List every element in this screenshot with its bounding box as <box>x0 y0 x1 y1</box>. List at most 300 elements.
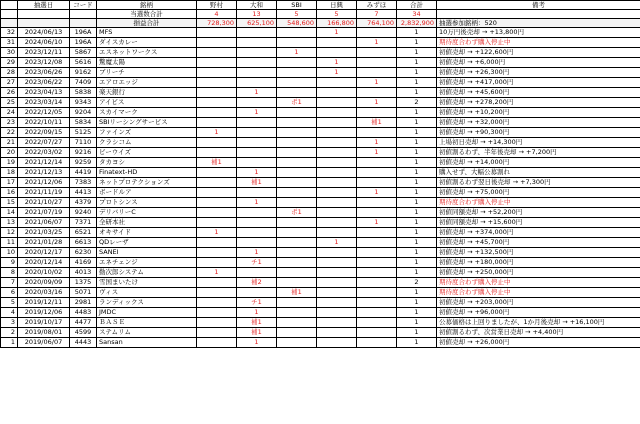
row-number-cell[interactable]: 16 <box>1 188 18 198</box>
daiwa-cell[interactable] <box>237 128 277 138</box>
nikko-cell[interactable] <box>317 318 357 328</box>
code-cell[interactable]: 4013 <box>70 268 97 278</box>
empty-cell[interactable] <box>1 19 18 28</box>
nomura-cell[interactable] <box>197 308 237 318</box>
code-cell[interactable]: 6521 <box>70 228 97 238</box>
daiwa-cell[interactable] <box>237 98 277 108</box>
mizuho-cell[interactable] <box>357 208 397 218</box>
mizuho-cell[interactable] <box>357 258 397 268</box>
daiwa-cell[interactable]: 1 <box>237 338 277 348</box>
stock-name-cell[interactable]: ブリーチ <box>97 68 197 78</box>
nikko-cell[interactable] <box>317 128 357 138</box>
daiwa-cell[interactable] <box>237 288 277 298</box>
total-cell[interactable]: 1 <box>397 158 437 168</box>
daiwa-cell[interactable] <box>237 148 277 158</box>
nomura-cell[interactable] <box>197 118 237 128</box>
code-cell[interactable]: 9259 <box>70 158 97 168</box>
date-cell[interactable]: 2020/12/17 <box>18 248 70 258</box>
nomura-cell[interactable] <box>197 338 237 348</box>
code-cell[interactable]: 196A <box>70 38 97 48</box>
total-cell[interactable]: 1 <box>397 328 437 338</box>
nomura-cell[interactable] <box>197 238 237 248</box>
daiwa-cell[interactable] <box>237 238 277 248</box>
mizuho-cell[interactable] <box>357 88 397 98</box>
nikko-cell[interactable] <box>317 98 357 108</box>
stock-name-cell[interactable]: Finatext-HD <box>97 168 197 178</box>
profit-total-nikko[interactable]: 166,800 <box>317 19 357 28</box>
nomura-cell[interactable] <box>197 68 237 78</box>
note-cell[interactable]: 初値売却 → +26,000円 <box>437 338 640 348</box>
total-cell[interactable]: 2 <box>397 278 437 288</box>
date-cell[interactable]: 2019/06/07 <box>18 338 70 348</box>
stock-name-cell[interactable]: 楽天銀行 <box>97 88 197 98</box>
mizuho-cell[interactable] <box>357 28 397 38</box>
sbi-cell[interactable]: 1 <box>277 48 317 58</box>
sbi-cell[interactable] <box>277 278 317 288</box>
code-cell[interactable]: 196A <box>70 28 97 38</box>
nikko-cell[interactable] <box>317 298 357 308</box>
note-cell[interactable]: 初値売却 → +90,300円 <box>437 128 640 138</box>
nikko-cell[interactable]: 1 <box>317 28 357 38</box>
total-cell[interactable]: 1 <box>397 228 437 238</box>
nikko-cell[interactable] <box>317 248 357 258</box>
total-cell[interactable]: 1 <box>397 198 437 208</box>
nikko-cell[interactable] <box>317 258 357 268</box>
nomura-cell[interactable] <box>197 28 237 38</box>
note-cell[interactable]: 初値割るわず、次営業日売却 → +4,400円 <box>437 328 640 338</box>
total-cell[interactable]: 1 <box>397 218 437 228</box>
date-cell[interactable]: 2021/12/14 <box>18 158 70 168</box>
mizuho-cell[interactable] <box>357 108 397 118</box>
total-cell[interactable]: 1 <box>397 168 437 178</box>
mizuho-cell[interactable]: 1 <box>357 138 397 148</box>
nomura-cell[interactable]: 1 <box>197 268 237 278</box>
stock-name-cell[interactable]: ステムリム <box>97 328 197 338</box>
nomura-cell[interactable] <box>197 178 237 188</box>
code-cell[interactable]: 2981 <box>70 298 97 308</box>
win-count-sbi[interactable]: 5 <box>277 10 317 19</box>
code-cell[interactable]: 9216 <box>70 148 97 158</box>
row-number-cell[interactable]: 12 <box>1 228 18 238</box>
nomura-cell[interactable] <box>197 188 237 198</box>
mizuho-cell[interactable]: 1 <box>357 98 397 108</box>
stock-name-cell[interactable]: エスネットワークス <box>97 48 197 58</box>
nomura-cell[interactable] <box>197 98 237 108</box>
daiwa-cell[interactable]: 補1 <box>237 328 277 338</box>
header-cell-mizuho[interactable]: みずほ <box>357 1 397 10</box>
daiwa-cell[interactable]: 1 <box>237 88 277 98</box>
code-cell[interactable]: 4419 <box>70 168 97 178</box>
note-cell[interactable]: 公募価格は上回りましたが、1か月後売却 → +16,100円 <box>437 318 640 328</box>
date-cell[interactable]: 2021/12/13 <box>18 168 70 178</box>
total-cell[interactable]: 1 <box>397 78 437 88</box>
stock-name-cell[interactable]: デリバリーC <box>97 208 197 218</box>
daiwa-cell[interactable]: 1 <box>237 248 277 258</box>
nomura-cell[interactable] <box>197 298 237 308</box>
header-cell-sbi[interactable]: SBI <box>277 1 317 10</box>
daiwa-cell[interactable] <box>237 48 277 58</box>
nikko-cell[interactable] <box>317 148 357 158</box>
row-number-cell[interactable]: 3 <box>1 318 18 328</box>
mizuho-cell[interactable]: 1 <box>357 188 397 198</box>
row-number-cell[interactable]: 23 <box>1 118 18 128</box>
sbi-cell[interactable] <box>277 158 317 168</box>
mizuho-cell[interactable] <box>357 298 397 308</box>
sbi-cell[interactable] <box>277 328 317 338</box>
note-cell[interactable]: 初値売却 → +75,000円 <box>437 188 640 198</box>
code-cell[interactable]: 4169 <box>70 258 97 268</box>
note-cell[interactable]: 購入せず、大幅公募割れ <box>437 168 640 178</box>
header-cell-note[interactable]: 備考 <box>437 1 640 10</box>
row-number-cell[interactable]: 13 <box>1 218 18 228</box>
note-cell[interactable]: 初値売却 → +180,000円 <box>437 258 640 268</box>
win-count-nikko[interactable]: 5 <box>317 10 357 19</box>
nomura-cell[interactable] <box>197 168 237 178</box>
row-number-cell[interactable]: 32 <box>1 28 18 38</box>
stock-name-cell[interactable]: ビーウイズ <box>97 148 197 158</box>
sbi-cell[interactable] <box>277 198 317 208</box>
mizuho-cell[interactable] <box>357 178 397 188</box>
date-cell[interactable]: 2023/04/13 <box>18 88 70 98</box>
nikko-cell[interactable] <box>317 78 357 88</box>
mizuho-cell[interactable] <box>357 158 397 168</box>
date-cell[interactable]: 2020/03/16 <box>18 288 70 298</box>
sbi-cell[interactable] <box>277 228 317 238</box>
sbi-cell[interactable] <box>277 128 317 138</box>
daiwa-cell[interactable] <box>237 228 277 238</box>
stock-name-cell[interactable]: SANEI <box>97 248 197 258</box>
sbi-cell[interactable]: ポ1 <box>277 208 317 218</box>
row-number-cell[interactable]: 26 <box>1 88 18 98</box>
mizuho-cell[interactable]: 1 <box>357 38 397 48</box>
total-cell[interactable]: 2 <box>397 98 437 108</box>
empty-cell[interactable] <box>70 19 97 28</box>
note-cell[interactable]: 初値売却 → +32,000円 <box>437 118 640 128</box>
row-number-cell[interactable]: 9 <box>1 258 18 268</box>
nomura-cell[interactable] <box>197 208 237 218</box>
nikko-cell[interactable] <box>317 138 357 148</box>
mizuho-cell[interactable] <box>357 198 397 208</box>
stock-name-cell[interactable]: クラシコム <box>97 138 197 148</box>
nomura-cell[interactable]: 補1 <box>197 158 237 168</box>
code-cell[interactable]: 5867 <box>70 48 97 58</box>
daiwa-cell[interactable] <box>237 58 277 68</box>
row-number-cell[interactable]: 21 <box>1 138 18 148</box>
date-cell[interactable]: 2021/07/19 <box>18 208 70 218</box>
nikko-cell[interactable] <box>317 268 357 278</box>
note-cell[interactable]: 初値売却 → +374,000円 <box>437 228 640 238</box>
row-number-cell[interactable]: 29 <box>1 58 18 68</box>
code-cell[interactable]: 4443 <box>70 338 97 348</box>
date-cell[interactable]: 2019/10/17 <box>18 318 70 328</box>
mizuho-cell[interactable] <box>357 58 397 68</box>
row-number-cell[interactable]: 14 <box>1 208 18 218</box>
stock-name-cell[interactable]: ファインズ <box>97 128 197 138</box>
header-cell-date[interactable]: 抽選日 <box>18 1 70 10</box>
sbi-cell[interactable] <box>277 118 317 128</box>
date-cell[interactable]: 2021/06/07 <box>18 218 70 228</box>
daiwa-cell[interactable]: 1 <box>237 168 277 178</box>
code-cell[interactable]: 5834 <box>70 118 97 128</box>
mizuho-cell[interactable] <box>357 268 397 278</box>
profit-total-all[interactable]: 2,832,900 <box>397 19 437 28</box>
daiwa-cell[interactable] <box>237 188 277 198</box>
daiwa-cell[interactable]: チ1 <box>237 298 277 308</box>
nikko-cell[interactable] <box>317 328 357 338</box>
row-number-cell[interactable]: 6 <box>1 288 18 298</box>
stock-name-cell[interactable]: MFS <box>97 28 197 38</box>
mizuho-cell[interactable] <box>357 228 397 238</box>
sbi-cell[interactable] <box>277 78 317 88</box>
daiwa-cell[interactable]: チ1 <box>237 258 277 268</box>
mizuho-cell[interactable] <box>357 48 397 58</box>
empty-cell[interactable] <box>18 19 70 28</box>
nikko-cell[interactable] <box>317 208 357 218</box>
stock-name-cell[interactable]: ネットプロテクションズ <box>97 178 197 188</box>
date-cell[interactable]: 2021/12/06 <box>18 178 70 188</box>
code-cell[interactable]: 7371 <box>70 218 97 228</box>
win-count-label[interactable]: 当選数合計 <box>97 10 197 19</box>
nikko-cell[interactable]: 1 <box>317 58 357 68</box>
date-cell[interactable]: 2019/12/06 <box>18 308 70 318</box>
total-cell[interactable]: 1 <box>397 248 437 258</box>
sbi-cell[interactable] <box>277 318 317 328</box>
date-cell[interactable]: 2022/03/02 <box>18 148 70 158</box>
sbi-cell[interactable] <box>277 238 317 248</box>
nomura-cell[interactable] <box>197 288 237 298</box>
nomura-cell[interactable] <box>197 258 237 268</box>
note-cell[interactable]: 初値売却 → +203,000円 <box>437 298 640 308</box>
date-cell[interactable]: 2021/01/28 <box>18 238 70 248</box>
date-cell[interactable]: 2019/08/01 <box>18 328 70 338</box>
daiwa-cell[interactable] <box>237 218 277 228</box>
stock-name-cell[interactable]: ダイスカレー <box>97 38 197 48</box>
sbi-cell[interactable] <box>277 148 317 158</box>
daiwa-cell[interactable] <box>237 28 277 38</box>
sbi-cell[interactable] <box>277 268 317 278</box>
row-number-cell[interactable]: 28 <box>1 68 18 78</box>
row-number-cell[interactable]: 19 <box>1 158 18 168</box>
participation-note[interactable]: 抽選参加銘柄：520 <box>437 19 640 28</box>
daiwa-cell[interactable] <box>237 78 277 88</box>
header-cell-total[interactable]: 合計 <box>397 1 437 10</box>
stock-name-cell[interactable]: アイビス <box>97 98 197 108</box>
sbi-cell[interactable] <box>277 58 317 68</box>
nikko-cell[interactable] <box>317 158 357 168</box>
header-cell-daiwa[interactable]: 大和 <box>237 1 277 10</box>
code-cell[interactable]: 5071 <box>70 288 97 298</box>
nomura-cell[interactable] <box>197 48 237 58</box>
mizuho-cell[interactable] <box>357 168 397 178</box>
code-cell[interactable]: 9162 <box>70 68 97 78</box>
nomura-cell[interactable] <box>197 138 237 148</box>
stock-name-cell[interactable]: ＢＡＳＥ <box>97 318 197 328</box>
sbi-cell[interactable] <box>277 308 317 318</box>
date-cell[interactable]: 2023/06/26 <box>18 68 70 78</box>
nikko-cell[interactable] <box>317 338 357 348</box>
note-cell[interactable]: 初値同額売却 → +52,200円 <box>437 208 640 218</box>
stock-name-cell[interactable]: エアロエッジ <box>97 78 197 88</box>
date-cell[interactable]: 2021/03/25 <box>18 228 70 238</box>
total-cell[interactable]: 1 <box>397 288 437 298</box>
code-cell[interactable]: 7409 <box>70 78 97 88</box>
note-cell[interactable]: 初値売却 → +14,000円 <box>437 158 640 168</box>
nikko-cell[interactable] <box>317 278 357 288</box>
note-cell[interactable]: 初値売却 → +278,200円 <box>437 98 640 108</box>
note-cell[interactable]: 初値売却 → +250,000円 <box>437 268 640 278</box>
code-cell[interactable]: 4483 <box>70 308 97 318</box>
date-cell[interactable]: 2022/12/05 <box>18 108 70 118</box>
profit-total-label[interactable]: 損益合計 <box>97 19 197 28</box>
mizuho-cell[interactable] <box>357 238 397 248</box>
row-number-cell[interactable]: 17 <box>1 178 18 188</box>
daiwa-cell[interactable] <box>237 158 277 168</box>
sbi-cell[interactable] <box>277 68 317 78</box>
nikko-cell[interactable] <box>317 218 357 228</box>
code-cell[interactable]: 4477 <box>70 318 97 328</box>
sbi-cell[interactable] <box>277 138 317 148</box>
daiwa-cell[interactable]: 1 <box>237 308 277 318</box>
nikko-cell[interactable]: 1 <box>317 238 357 248</box>
sbi-cell[interactable] <box>277 188 317 198</box>
daiwa-cell[interactable] <box>237 118 277 128</box>
header-cell-no[interactable] <box>1 1 18 10</box>
mizuho-cell[interactable]: 1 <box>357 148 397 158</box>
note-cell[interactable]: 初値売却 → +45,700円 <box>437 238 640 248</box>
total-cell[interactable]: 1 <box>397 298 437 308</box>
daiwa-cell[interactable]: 1 <box>237 198 277 208</box>
stock-name-cell[interactable]: 雪国まいたけ <box>97 278 197 288</box>
nikko-cell[interactable] <box>317 178 357 188</box>
stock-name-cell[interactable]: エネチェンジ <box>97 258 197 268</box>
date-cell[interactable]: 2022/07/27 <box>18 138 70 148</box>
total-cell[interactable]: 1 <box>397 308 437 318</box>
mizuho-cell[interactable]: 1 <box>357 218 397 228</box>
nomura-cell[interactable] <box>197 108 237 118</box>
row-number-cell[interactable]: 27 <box>1 78 18 88</box>
nomura-cell[interactable] <box>197 278 237 288</box>
total-cell[interactable]: 1 <box>397 208 437 218</box>
date-cell[interactable]: 2023/12/08 <box>18 58 70 68</box>
stock-name-cell[interactable]: 驚魔太陽 <box>97 58 197 68</box>
sbi-cell[interactable] <box>277 248 317 258</box>
profit-total-daiwa[interactable]: 625,100 <box>237 19 277 28</box>
empty-cell[interactable] <box>1 10 18 19</box>
note-cell[interactable]: 初値売却 → +122,600円 <box>437 48 640 58</box>
date-cell[interactable]: 2023/12/11 <box>18 48 70 58</box>
stock-name-cell[interactable]: ヴィス <box>97 288 197 298</box>
note-cell[interactable]: 初値割るわず翌日後売却 → +7,300円 <box>437 178 640 188</box>
mizuho-cell[interactable] <box>357 338 397 348</box>
date-cell[interactable]: 2024/06/10 <box>18 38 70 48</box>
nomura-cell[interactable] <box>197 318 237 328</box>
note-cell[interactable]: 初値売却 → +417,000円 <box>437 78 640 88</box>
stock-name-cell[interactable]: オキサイド <box>97 228 197 238</box>
total-cell[interactable]: 1 <box>397 138 437 148</box>
stock-name-cell[interactable]: プロトシンス <box>97 198 197 208</box>
nikko-cell[interactable] <box>317 228 357 238</box>
mizuho-cell[interactable] <box>357 128 397 138</box>
empty-cell[interactable] <box>70 10 97 19</box>
code-cell[interactable]: 4599 <box>70 328 97 338</box>
nikko-cell[interactable] <box>317 168 357 178</box>
row-number-cell[interactable]: 18 <box>1 168 18 178</box>
code-cell[interactable]: 5125 <box>70 128 97 138</box>
code-cell[interactable]: 6613 <box>70 238 97 248</box>
nomura-cell[interactable] <box>197 218 237 228</box>
nomura-cell[interactable] <box>197 328 237 338</box>
note-cell[interactable]: 初値売却 → +10,200円 <box>437 108 640 118</box>
row-number-cell[interactable]: 24 <box>1 108 18 118</box>
date-cell[interactable]: 2021/11/19 <box>18 188 70 198</box>
total-cell[interactable]: 1 <box>397 338 437 348</box>
nomura-cell[interactable] <box>197 78 237 88</box>
stock-name-cell[interactable]: Sansan <box>97 338 197 348</box>
date-cell[interactable]: 2022/09/15 <box>18 128 70 138</box>
note-cell[interactable]: 初値割るわず、半年後売却 → +7,200円 <box>437 148 640 158</box>
mizuho-cell[interactable] <box>357 328 397 338</box>
note-cell[interactable]: 期待度合わず購入停止中 <box>437 278 640 288</box>
nikko-cell[interactable]: 1 <box>317 68 357 78</box>
stock-name-cell[interactable]: 全研本社 <box>97 218 197 228</box>
code-cell[interactable]: 9343 <box>70 98 97 108</box>
note-cell[interactable]: 期待度合わず購入停止中 <box>437 38 640 48</box>
code-cell[interactable]: 9204 <box>70 108 97 118</box>
daiwa-cell[interactable] <box>237 38 277 48</box>
nikko-cell[interactable] <box>317 188 357 198</box>
row-number-cell[interactable]: 30 <box>1 48 18 58</box>
note-cell[interactable]: 初値同額売却 → +15,600円 <box>437 218 640 228</box>
win-count-total[interactable]: 34 <box>397 10 437 19</box>
sbi-cell[interactable] <box>277 88 317 98</box>
empty-cell[interactable] <box>18 10 70 19</box>
stock-name-cell[interactable]: ボードルア <box>97 188 197 198</box>
note-cell[interactable]: 初値売却 → +96,000円 <box>437 308 640 318</box>
row-number-cell[interactable]: 11 <box>1 238 18 248</box>
code-cell[interactable]: 5616 <box>70 58 97 68</box>
win-count-nomura[interactable]: 4 <box>197 10 237 19</box>
header-cell-nikko[interactable]: 日興 <box>317 1 357 10</box>
note-cell[interactable]: 初値売却 → +26,300円 <box>437 68 640 78</box>
date-cell[interactable]: 2020/09/09 <box>18 278 70 288</box>
daiwa-cell[interactable]: 補1 <box>237 178 277 188</box>
code-cell[interactable]: 4413 <box>70 188 97 198</box>
date-cell[interactable]: 2021/10/27 <box>18 198 70 208</box>
nomura-cell[interactable] <box>197 198 237 208</box>
sbi-cell[interactable] <box>277 218 317 228</box>
code-cell[interactable]: 7383 <box>70 178 97 188</box>
daiwa-cell[interactable]: 補2 <box>237 278 277 288</box>
total-cell[interactable]: 1 <box>397 188 437 198</box>
row-number-cell[interactable]: 1 <box>1 338 18 348</box>
stock-name-cell[interactable]: ランディックス <box>97 298 197 308</box>
total-cell[interactable]: 1 <box>397 38 437 48</box>
sbi-cell[interactable] <box>277 258 317 268</box>
header-cell-name[interactable]: 銘柄 <box>97 1 197 10</box>
total-cell[interactable]: 1 <box>397 108 437 118</box>
row-number-cell[interactable]: 2 <box>1 328 18 338</box>
total-cell[interactable]: 1 <box>397 178 437 188</box>
nikko-cell[interactable] <box>317 308 357 318</box>
sbi-cell[interactable] <box>277 298 317 308</box>
code-cell[interactable]: 1375 <box>70 278 97 288</box>
total-cell[interactable]: 1 <box>397 68 437 78</box>
nomura-cell[interactable] <box>197 58 237 68</box>
row-number-cell[interactable]: 7 <box>1 278 18 288</box>
nomura-cell[interactable] <box>197 148 237 158</box>
sbi-cell[interactable] <box>277 38 317 48</box>
sbi-cell[interactable] <box>277 178 317 188</box>
